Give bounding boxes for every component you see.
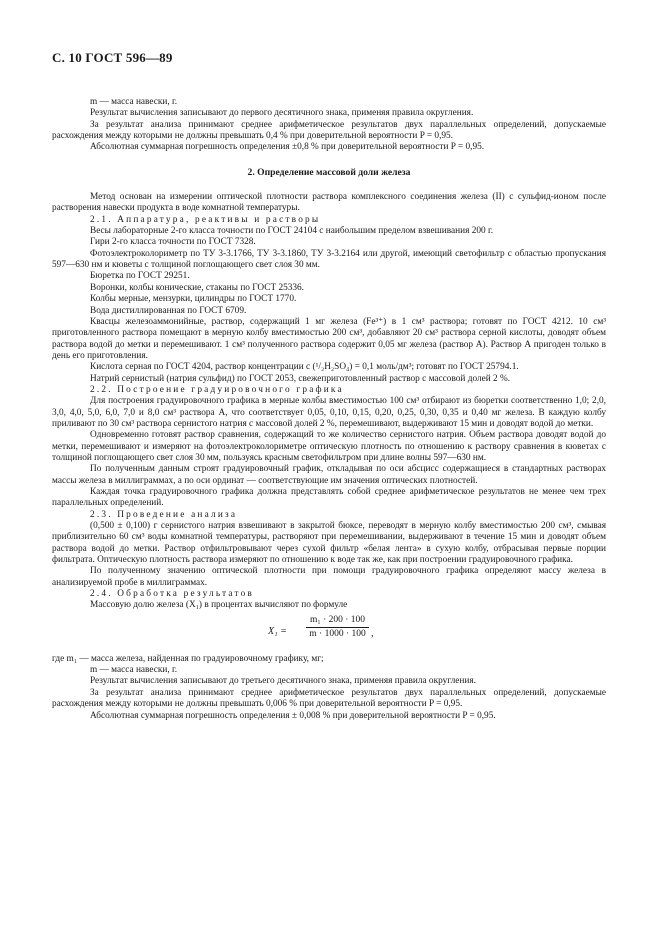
paragraph: Метод основан на измерении оптической плотности раствора комплексного соединения железа (II) с сульфид-ионом после растворения навески продукта в воде комнатной температуры. [52,192,606,214]
formula-denominator: m · 1000 · 100 [309,628,366,639]
document-body [52,97,606,722]
paragraph: Кислота серная по ГОСТ 4204, раствор концентрации c (¹/₂H₂SO₄) = 0,1 моль/дм³; готовят по ГОСТ 25794.1. [90,362,519,373]
paragraph: m — масса навески, г. [90,665,178,676]
subsection-title: 2.2. Построение градуировочного графика [90,384,344,395]
paragraph: Воронки, колбы конические, стаканы по ГОСТ 25336. [90,282,305,293]
paragraph: Бюретка по ГОСТ 29251. [90,271,190,282]
paragraph: Массовую долю железа (X₁) в процентах вычисляют по формуле [90,600,348,611]
paragraph: Квасцы железоаммонийные, раствор, содержащий 1 мг железа (Fe³⁺) в 1 см³ раствора; готовят по ГОСТ 4212. 10 см³ приготовленного раствора помещают в мерную колбу вместимостью 200 см³, добавляют 20 см³ раствора серной кислоты, доводят объем раствора водой до метки и перемешивают. 1 см³ полученного раствора содержит 0,05 мг железа (раствор А). Раствор А пригоден только в день его приготовления. [52,316,606,361]
paragraph: Фотоэлектроколориметр по ТУ 3-3.1766, ТУ 3-3.1860, ТУ 3-3.2164 или другой, имеющий светофильтр с областью пропускания 597—630 нм и кюветы с толщиной поглощающего свет слоя 30 мм. [52,248,606,271]
paragraph: Гири 2-го класса точности по ГОСТ 7328. [90,237,256,248]
formula-comma: , [371,627,374,639]
paragraph: Одновременно готовят раствор сравнения, содержащий то же количество сернистого натрия. Объем раствора доводят водой до метки, перемешивают и измеряют на фотоэлектроколориметре оптическую плотность по отношению к раствору сравнения в кюветах с толщиной поглощающего свет слоя 30 мм, пользуясь красным светофильтром при длине волны 597—630 нм. [52,430,606,463]
paragraph: Каждая точка градуировочного графика должна представлять собой среднее арифметическое результатов не менее чем трех параллельных определений. [52,487,606,509]
paragraph: Абсолютная суммарная погрешность определения ± 0,008 % при доверительной вероятности P = 0,95. [90,710,496,721]
section-title: 2. Определение массовой доли железа [247,166,411,178]
paragraph: Вода дистиллированная по ГОСТ 6709. [90,305,247,316]
subsection-title: 2.3. Проведение анализа [90,509,238,520]
formula-fraction [306,614,369,641]
paragraph: Весы лабораторные 2-го класса точности по ГОСТ 24104 с наибольшим пределом взвешивания 200 г. [90,226,494,237]
formula-lhs: X₁ = [268,625,287,637]
paragraph: За результат анализа принимают среднее арифметическое результатов двух параллельных определений, допускаемые расхождения между которыми не должны превышать 0,4 % при доверительной вероятности P = 0,95. [52,119,606,142]
paragraph: За результат анализа принимают среднее арифметическое результатов двух параллельных определений, допускаемые расхождения между которыми не должны превышать 0,006 % при доверительной вероятности P = 0,95. [52,687,606,710]
page-header: С. 10 ГОСТ 596—89 [52,50,173,65]
formula [52,614,606,650]
paragraph: (0,500 ± 0,100) г сернистого натрия взвешивают в закрытой бюксе, переводят в мерную колбу вместимостью 200 см³, смывая приблизительно 60 см³ воды комнатной температуры, растворяют при перемешивании, выдерживают в течение 15 мин и доводят объем раствора водой до метки. Раствор отфильтровывают через сухой фильтр «белая лента» в сухую колбу, отбрасывая первые порции фильтрата. Оптическую плотность раствора измеряют по отношению к воде так же, как при построении градуировочного графика. [52,521,606,566]
paragraph: Абсолютная суммарная погрешность определения ±0,8 % при доверительной вероятности P = 0,95. [90,142,485,153]
subsection-title: 2.4. Обработка результатов [90,589,255,600]
paragraph: По полученному значению оптической плотности при помощи градуировочного графика определяют массу железа в анализируемой пробе в миллиграммах. [52,566,606,588]
paragraph: Натрий сернистый (натрия сульфид) по ГОСТ 2053, свежеприготовленный раствор с массовой долей 2 %. [90,373,511,384]
paragraph: Колбы мерные, мензурки, цилиндры по ГОСТ 1770. [90,294,297,305]
subsection-title: 2.1. Аппаратура, реактивы и растворы [90,214,321,225]
paragraph: Для построения градуировочного графика в мерные колбы вместимостью 100 см³ отбирают из бюретки соответственно 1,0; 2,0, 3,0, 4,0, 5,0, 6,0, 7,0 и 8,0 см³ раствора А, что соответствует 0,05, 0,10, 0,15, 0,20, 0,25, 0,30, 0,35 и 0,40 мг железа. В каждую колбу приливают по 30 см³ раствора сернистого натрия с массовой долей 2 %, перемешивают, выдерживают 15 мин и доводят водой до метки. [52,396,606,429]
paragraph: m — масса навески, г. [90,97,178,107]
formula-numerator: m₁ · 200 · 100 [306,614,369,628]
paragraph: Результат вычисления записывают до третьего десятичного знака, применяя правила округления. [90,676,476,687]
paragraph: где m₁ — масса железа, найденная по градуировочному графику, мг; [52,653,324,664]
paragraph: По полученным данным строят градуировочный график, откладывая по оси абсцисс содержащиеся в стандартных растворах массы железа в миллиграммах, а по оси ординат — соответствующие им значения оптических плотностей. [52,464,606,486]
paragraph: Результат вычисления записывают до первого десятичного знака, применяя правила округления. [90,108,474,119]
